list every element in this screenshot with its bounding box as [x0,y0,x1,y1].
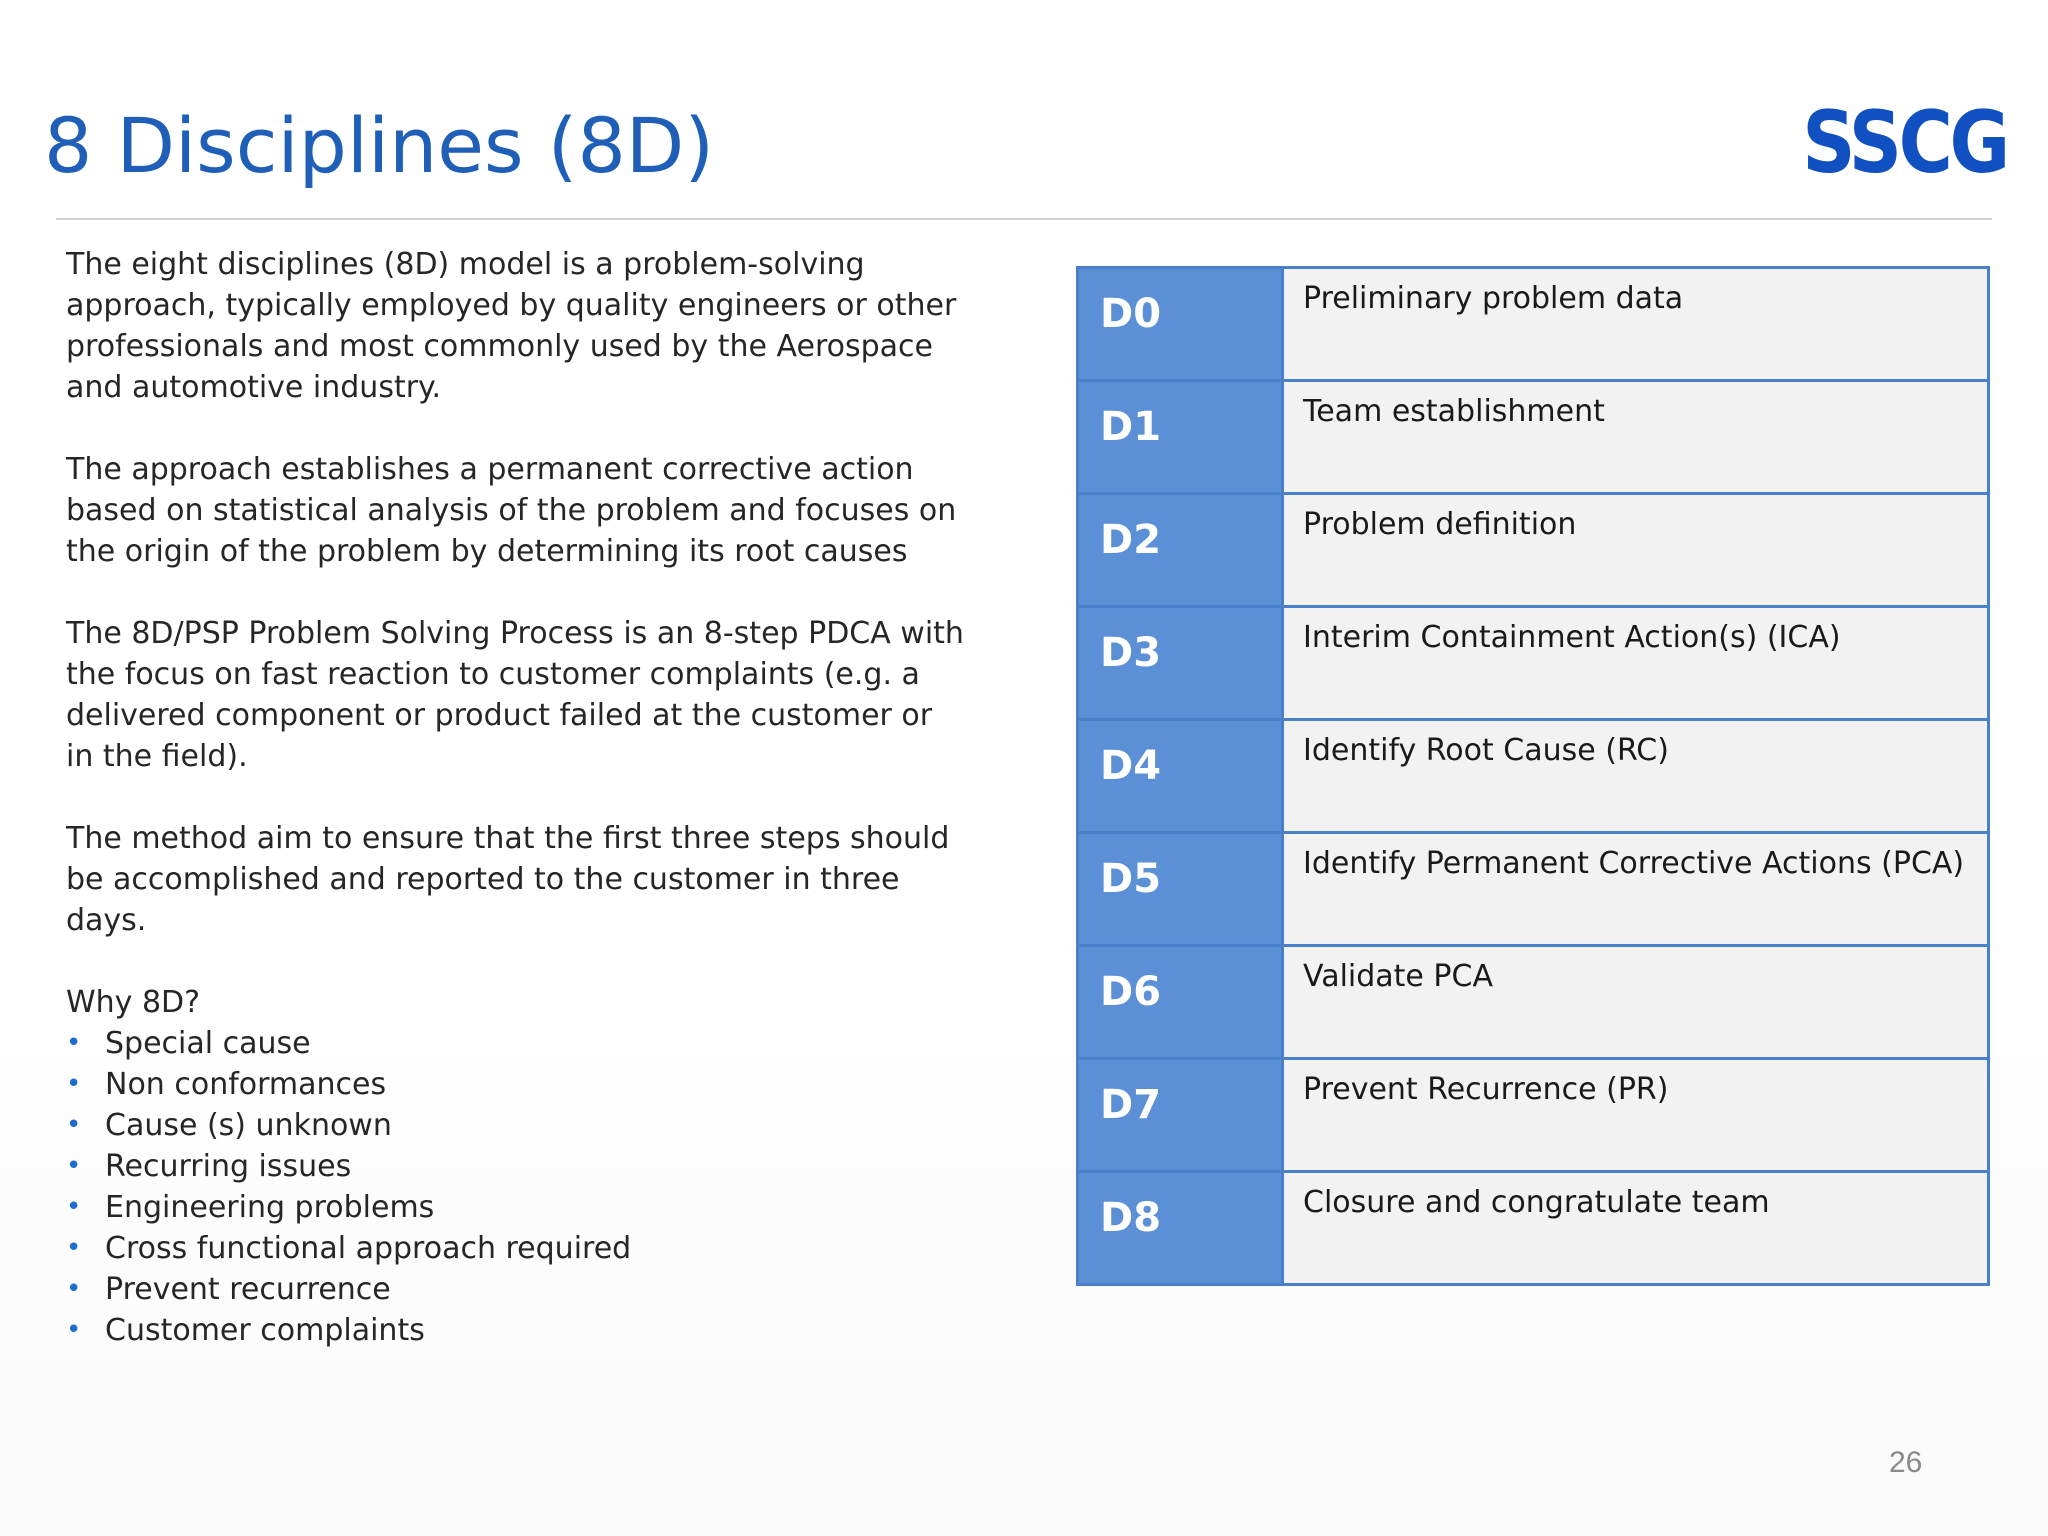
why-bullet-list [66,1023,966,1351]
table-row [1079,1057,1987,1170]
discipline-label: Prevent Recurrence (PR) [1284,1060,1987,1170]
discipline-code: D5 [1079,834,1284,944]
bullet-icon: • [66,1315,82,1345]
bullet-icon: • [66,1110,82,1140]
bullet-icon: • [66,1192,82,1222]
discipline-label: Team establishment [1284,382,1987,492]
discipline-code: D1 [1079,382,1284,492]
list-item [66,1105,966,1146]
discipline-code: D2 [1079,495,1284,605]
bullet-text: Recurring issues [105,1149,352,1184]
table-row [1079,605,1987,718]
list-item [66,1228,966,1269]
bullet-text: Cause (s) unknown [105,1108,392,1143]
bullet-text: Cross functional approach required [105,1231,632,1266]
discipline-label: Preliminary problem data [1284,269,1987,379]
discipline-label: Identify Root Cause (RC) [1284,721,1987,831]
title-divider [56,218,1992,220]
discipline-label: Interim Containment Action(s) (ICA) [1284,608,1987,718]
paragraph-approach: The approach establishes a permanent corrective action based on statistical analysis of the problem and focuses on the origin of the problem by determining its root causes [66,452,957,569]
bullet-text: Engineering problems [105,1190,435,1225]
bullet-icon: • [66,1151,82,1181]
bullet-text: Non conformances [105,1067,387,1102]
table-row [1079,831,1987,944]
list-item [66,1310,966,1351]
bullet-text: Prevent recurrence [105,1272,391,1307]
body-text [66,244,966,1351]
discipline-label: Problem definition [1284,495,1987,605]
bullet-text: Special cause [105,1026,311,1061]
bullet-icon: • [66,1274,82,1304]
list-item [66,1064,966,1105]
table-row [1079,944,1987,1057]
bullet-text: Customer complaints [105,1313,425,1348]
discipline-label: Validate PCA [1284,947,1987,1057]
paragraph-intro: The eight disciplines (8D) model is a problem-solving approach, typically employed by quality engineers or other professionals and most commonly used by the Aerospace and automotive industry. [66,247,957,405]
slide-title: 8 Disciplines (8D) [44,101,714,190]
bullet-icon: • [66,1233,82,1263]
paragraph-process: The 8D/PSP Problem Solving Process is an 8-step PDCA with the focus on fast reaction to customer complaints (e.g. a delivered component or product failed at the customer or in the field). [66,616,964,774]
bullet-icon: • [66,1028,82,1058]
list-item [66,1187,966,1228]
bullet-icon: • [66,1069,82,1099]
table-row [1079,379,1987,492]
discipline-code: D6 [1079,947,1284,1057]
why-heading: Why 8D? [66,985,201,1020]
company-logo: SSCG [1802,93,2007,193]
list-item [66,1023,966,1064]
discipline-code: D4 [1079,721,1284,831]
table-row [1079,269,1987,379]
table-row [1079,492,1987,605]
paragraph-method: The method aim to ensure that the first three steps should be accomplished and reported to the customer in three days. [66,821,950,938]
list-item [66,1146,966,1187]
discipline-label: Closure and congratulate team [1284,1173,1987,1283]
table-row [1079,1170,1987,1283]
table-row [1079,718,1987,831]
page-number: 26 [1889,1446,1923,1479]
discipline-code: D7 [1079,1060,1284,1170]
discipline-code: D0 [1079,269,1284,379]
discipline-code: D8 [1079,1173,1284,1283]
disciplines-table [1076,266,1990,1286]
list-item [66,1269,966,1310]
discipline-code: D3 [1079,608,1284,718]
discipline-label: Identify Permanent Corrective Actions (PCA) [1284,834,1987,944]
